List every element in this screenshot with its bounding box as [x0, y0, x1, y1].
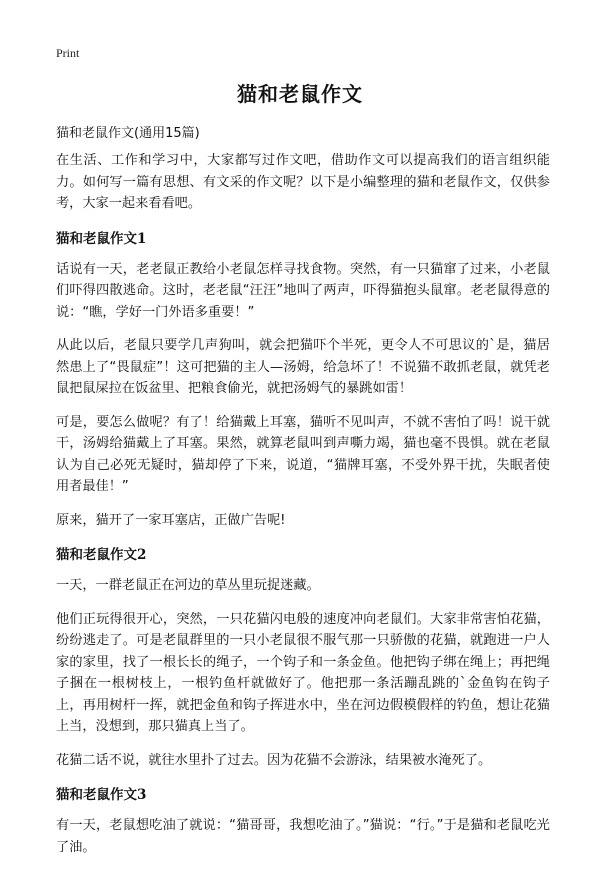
paragraph: 他们正玩得很开心，突然，一只花猫闪电般的速度冲向老鼠们。大家非常害怕花猫，纷纷逃走了。可是老鼠群里的一只小老鼠很不服气那一只骄傲的花猫，就跑进一户人家的家里，找了一根长长的绳子，一个钩子和一条金鱼。他把钩子绑在绳上；再把绳子捆在一根树枝上，一根钓鱼杆就做好了。他把那一条活蹦乱跳的`金鱼钩在钩子上，再用树杆一挥，就把金鱼和钩子挥进水中，坐在河边假模假样的钓鱼，想让花猫上当，没想到，那只猫真上当了。 — [56, 611, 550, 734]
article-body — [56, 150, 550, 870]
section-heading: 猫和老鼠作文2 — [56, 547, 147, 563]
paragraph: 话说有一天，老老鼠正教给小老鼠怎样寻找食物。突然，有一只猫窜了过来，小老鼠们吓得四散逃命。这时，老老鼠“汪汪”地叫了两声，吓得猫抱头鼠窜。老老鼠得意的说：“瞧，学好一门外语多重要！” — [56, 261, 550, 320]
intro-paragraph: 在生活、工作和学习中，大家都写过作文吧，借助作文可以提高我们的语言组织能力。如何写一篇有思想、有文采的作文呢？以下是小编整理的猫和老鼠作文，仅供参考，大家一起来看看吧。 — [56, 153, 550, 211]
print-link[interactable]: Print — [56, 46, 80, 60]
paragraph: 可是，要怎么做呢？有了！给猫戴上耳塞，猫听不见叫声，不就不害怕了吗！说干就干，汤姆给猫戴上了耳塞。果然，就算老鼠叫到声嘶力竭，猫也毫不畏惧。就在老鼠认为自己必死无疑时，猫却停了下来，说道，“猫牌耳塞，不受外界干扰，失眠者使用者最佳！” — [56, 414, 550, 494]
paragraph: 有一天，老鼠想吃油了就说：“猫哥哥，我想吃油了。”猫说：“行。”于是猫和老鼠吃光了油。 — [56, 818, 550, 855]
page-title: 猫和老鼠作文 — [237, 82, 363, 106]
paragraph: 原来，猫开了一家耳塞店，正做广告呢! — [56, 512, 286, 528]
paragraph: 从此以后，老鼠只要学几声狗叫，就会把猫吓个半死，更令人不可思议的`是，猫居然患上了“畏鼠症”！这可把猫的主人—汤姆，给急坏了！不说猫不敢抓老鼠，就凭老鼠把鼠屎拉在饭盆里、把粮食偷光，就把汤姆气的暴跳如雷！ — [56, 338, 550, 396]
section-heading: 猫和老鼠作文3 — [56, 787, 147, 803]
section-1 — [56, 227, 550, 532]
subtitle: 猫和老鼠作文(通用15篇) — [56, 126, 200, 141]
paragraph: 花猫二话不说，就往水里扑了过去。因为花猫不会游泳，结果被水淹死了。 — [56, 752, 492, 768]
section-2 — [56, 543, 550, 771]
section-heading: 猫和老鼠作文1 — [56, 230, 147, 247]
section-3 — [56, 783, 550, 858]
paragraph: 一天，一群老鼠正在河边的草丛里玩捉迷藏。 — [56, 578, 320, 593]
